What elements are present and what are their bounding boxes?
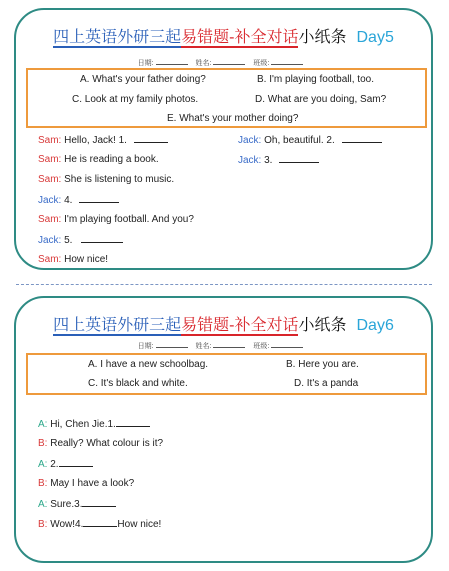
name-blank[interactable] xyxy=(213,347,245,348)
dialogue-text: 3. xyxy=(264,155,273,166)
speaker-label: A: xyxy=(38,499,48,510)
answer-blank[interactable] xyxy=(134,134,168,143)
speaker-label: A: xyxy=(38,459,48,470)
dialogue-text: May I have a look? xyxy=(50,478,135,489)
dialogue-text: She is listening to music. xyxy=(64,174,175,185)
speaker-label: A: xyxy=(38,419,48,430)
answer-blank[interactable] xyxy=(279,154,319,163)
answer-blank[interactable] xyxy=(83,518,117,527)
dialogue-line xyxy=(38,498,116,510)
dialogue-text: Sure.3. xyxy=(50,499,83,510)
title-red-part: 易错题-补全对话 xyxy=(181,29,299,46)
date-blank[interactable] xyxy=(156,64,188,65)
dialogue-line xyxy=(38,174,174,185)
dialogue-text: Oh, beautiful. 2. xyxy=(264,135,335,146)
class-label: 班级: xyxy=(253,60,270,67)
dialogue-line xyxy=(38,154,159,165)
dashed-divider xyxy=(16,284,432,285)
dialogue-line xyxy=(38,234,123,246)
date-label: 日期: xyxy=(137,343,154,350)
option-c: C. It's black and white. xyxy=(88,378,188,389)
speaker-label: B: xyxy=(38,519,48,530)
answer-blank[interactable] xyxy=(79,194,119,203)
student-info-row xyxy=(16,58,431,68)
options-box xyxy=(26,353,427,395)
option-b: B. Here you are. xyxy=(286,359,359,370)
student-info-row xyxy=(16,341,431,351)
date-blank[interactable] xyxy=(156,347,188,348)
date-label: 日期: xyxy=(137,60,154,67)
speaker-label: B: xyxy=(38,478,48,489)
dialogue-line xyxy=(38,518,161,530)
dialogue-line xyxy=(38,438,163,449)
dialogue-text: He is reading a book. xyxy=(64,154,159,165)
speaker-label: Sam: xyxy=(38,154,62,165)
dialogue-line xyxy=(238,134,382,146)
answer-blank[interactable] xyxy=(59,458,93,467)
name-label: 姓名: xyxy=(195,60,212,67)
dialogue-line xyxy=(38,418,150,430)
speaker-label: Jack: xyxy=(238,155,262,166)
dialogue-text: 5. xyxy=(64,235,73,246)
name-label: 姓名: xyxy=(195,343,212,350)
speaker-label: B: xyxy=(38,438,48,449)
speaker-label: Sam: xyxy=(38,135,62,146)
dialogue-line xyxy=(38,194,119,206)
title-blue-part: 四上英语外研三起 xyxy=(53,317,182,334)
class-blank[interactable] xyxy=(271,64,303,65)
option-b: B. I'm playing football, too. xyxy=(257,74,374,85)
card-title xyxy=(16,312,431,335)
class-label: 班级: xyxy=(253,343,270,350)
title-red-part: 易错题-补全对话 xyxy=(181,317,299,334)
card-title xyxy=(16,24,431,47)
option-d: D. It's a panda xyxy=(294,378,359,389)
speaker-label: Sam: xyxy=(38,214,62,225)
dialogue-text: Really? What colour is it? xyxy=(50,438,164,449)
option-c: C. Look at my family photos. xyxy=(72,94,199,105)
worksheet-card-day6 xyxy=(14,296,433,563)
dialogue-text: I'm playing football. And you? xyxy=(64,214,194,225)
dialogue-line xyxy=(38,458,93,470)
day-label: Day6 xyxy=(356,317,394,334)
name-blank[interactable] xyxy=(213,64,245,65)
speaker-label: Jack: xyxy=(238,135,262,146)
option-a: A. What's your father doing? xyxy=(80,74,206,85)
title-black-part: 小纸条 xyxy=(298,29,347,46)
options-box xyxy=(26,68,427,128)
dialogue-line xyxy=(38,478,134,489)
title-blue-part: 四上英语外研三起 xyxy=(53,29,182,46)
answer-blank[interactable] xyxy=(81,234,123,243)
dialogue-line xyxy=(38,254,108,265)
day-label: Day5 xyxy=(356,29,394,46)
dialogue-text: How nice! xyxy=(117,519,162,530)
dialogue-text: Hello, Jack! 1. xyxy=(64,135,127,146)
dialogue-text: 4. xyxy=(64,195,73,206)
answer-blank[interactable] xyxy=(116,418,150,427)
answer-blank[interactable] xyxy=(82,498,116,507)
speaker-label: Sam: xyxy=(38,174,62,185)
dialogue-line xyxy=(38,214,194,225)
answer-blank[interactable] xyxy=(342,134,382,143)
dialogue-text: Wow!4. xyxy=(50,519,84,530)
speaker-label: Jack: xyxy=(38,195,62,206)
speaker-label: Sam: xyxy=(38,254,62,265)
option-a: A. I have a new schoolbag. xyxy=(88,359,209,370)
worksheet-card-day5 xyxy=(14,8,433,270)
dialogue-line xyxy=(238,154,319,166)
title-black-part: 小纸条 xyxy=(298,317,347,334)
option-e: E. What's your mother doing? xyxy=(167,113,299,124)
option-d: D. What are you doing, Sam? xyxy=(255,94,387,105)
dialogue-text: 2. xyxy=(50,459,59,470)
dialogue-text: Hi, Chen Jie.1. xyxy=(50,419,116,430)
dialogue-text: How nice! xyxy=(64,254,109,265)
speaker-label: Jack: xyxy=(38,235,62,246)
dialogue-line xyxy=(38,134,168,146)
class-blank[interactable] xyxy=(271,347,303,348)
